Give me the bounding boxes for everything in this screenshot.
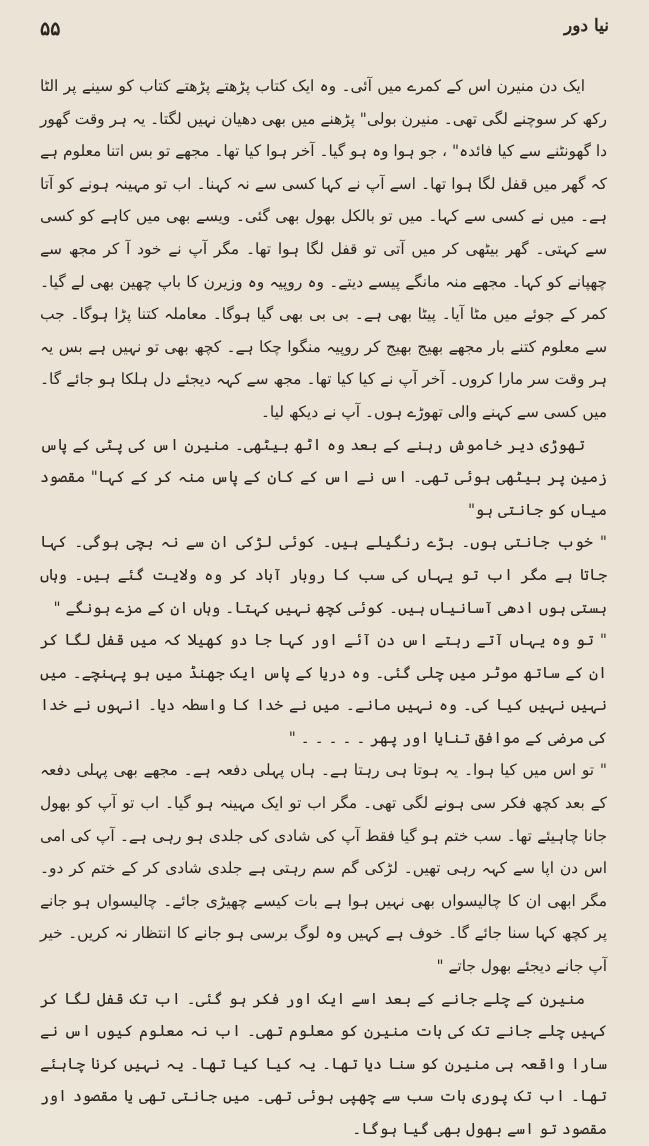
paragraph: " خوب جانتی ہوں۔ بڑے رنگیلے ہیں۔ کوئی لڑکی ان سے نہ بچی ہوگی۔ کہا جاتا ہے مگر اب تو یہاں کی سب کا روبار آباد کر وہ ولایت گئے ہیں۔ وہاں ہستی ہوں ادھی آسانیاں ہیں۔ کوئی کچھ نہیں کہتا۔ وہاں ان کے مزے ہونگے " (40, 533, 607, 617)
paragraph: ایک دن منیرن اس کے کمرے میں آئی۔ وہ ایک کتاب پڑھتے پڑھتے کتاب کو سینے پر الٹا رکھ کر سوچنے لگی تھی۔ منیرن بولی" پڑھنے میں بھی دھیان نہیں لگتا۔ یہ ہر وقت گھور دا گھونٹنے سے کیا فائدہ" ، جو ہوا وہ ہو گیا۔ آخر ہوا کیا تھا۔ مجھے تو بس اتنا معلوم ہے کہ گھر میں قفل لگا ہوا تھا۔ اسے آپ نے کہا کسی سے نہ کہنا۔ اب تو مہینہ ہونے کو آتا ہے۔ میں نے کسی سے کہا۔ میں تو بالکل بھول بھی گئی۔ ویسے بھی میں کاہے کو کسی سے کہتی۔ گھر بیٹھی کر میں آتی تو قفل لگا ہوا تھا۔ مگر آپ نے خود آ کر مجھ سے چھپانے کو کہا۔ مجھے منہ مانگے پیسے دیتے۔ وہ روپیہ وہ وزیرن کا باپ چھین بھی لے گیا۔ کمر کے جوئے میں مٹا آیا۔ پیٹا بھی ہے۔ بی بی بھی گیا ہوگا۔ معاملہ کتنا پڑا ہوگا۔ جب سے معلوم کتنے بار مجھے بھیج بھیج کر روپیہ منگوا چکا ہے۔ کچھ بھی تو نہیں ہے بس یہ ہر وقت سر مارا کروں۔ آخر آپ نے کیا کیا تھا۔ مجھ سے کہہ دیجئے دل ہلکا ہو جائے گا۔ میں کسی سے کہنے والی تھوڑے ہوں۔ آپ نے دیکھ لیا۔ (40, 77, 607, 421)
running-title: نیا دور (564, 16, 609, 36)
page-header (0, 10, 649, 46)
paragraph: منیرن کے چلے جانے کے بعد اسے ایک اور فکر ہو گئی۔ اب تک قفل لگا کر کہیں چلے جانے تک کی بات منیرن کو معلوم تھی۔ اب نہ معلوم کیوں اس نے سارا واقعہ ہی منیرن کو سنا دیا تھا۔ یہ کیا کیا تھا۔ یہ نہیں کرنا چاہئے تھا۔ اب تک پوری بات سب سے چھپی ہوئی تھی۔ میں جانتی تھی یا مقصود اور مقصود تو اسے بھول بھی گیا ہوگا۔ (40, 989, 607, 1138)
page-number: ۵۵ (40, 18, 61, 40)
paragraph: تھوڑی دیر خاموش رہنے کے بعد وہ اٹھ بیٹھی۔ منیرن اس کی پٹی کے پاس زمین پر بیٹھی ہوئی تھی۔ اس نے اس کے کان کے پاس منہ کر کے کہا" مقصود میاں کو جانتی ہو" (40, 435, 607, 519)
paragraph: " تو اس میں کیا ہوا۔ یہ ہوتا ہی رہتا ہے۔ ہاں پہلی دفعہ ہے۔ مجھے بھی پہلی دفعہ کے بعد کچھ فکر سی ہونے لگی تھی۔ مگر اب تو ایک مہینہ ہو گیا۔ اب تو آپ کو بھول جانا چاہیئے تھا۔ سب ختم ہو گیا فقط آپ کی شادی کی جلدی ہو رہی ہے۔ آپ کی امی اس دن اپا سے کہہ رہی تھیں۔ لڑکی گم سم رہتی ہے جلدی شادی کر کے ختم کر دو۔ مگر ابھی ان کا چالیسواں بھی نہیں ہوا ہے بات کیسے چھیڑی جائے۔ چالیسواں ہو جانے پر کچھ کہا سنا جائے گا۔ خوف ہے کہیں وہ لوگ برسی ہو جانے کا انتظار نہ کریں۔ خیر آپ جانے دیجئے بھول جاتے " (40, 761, 607, 976)
paragraph: " تو وہ یہاں آتے رہتے اس دن آئے اور کہا جا دو کھیلا کہ میں قفل لگا کر ان کے ساتھ موٹر میں چلی گئی۔ وہ دریا کے پاس ایک جھنڈ میں ہو پہنچے۔ میں نہیں نہیں کیا کی۔ وہ نہیں مانے۔ میں نے خدا کا واسطہ دیا۔ انہوں نے خدا کی مرضی کے موافق تنایا اور پھر ۔ ۔ ۔ ۔ ۔ " (40, 631, 607, 747)
body-text (40, 70, 607, 1146)
